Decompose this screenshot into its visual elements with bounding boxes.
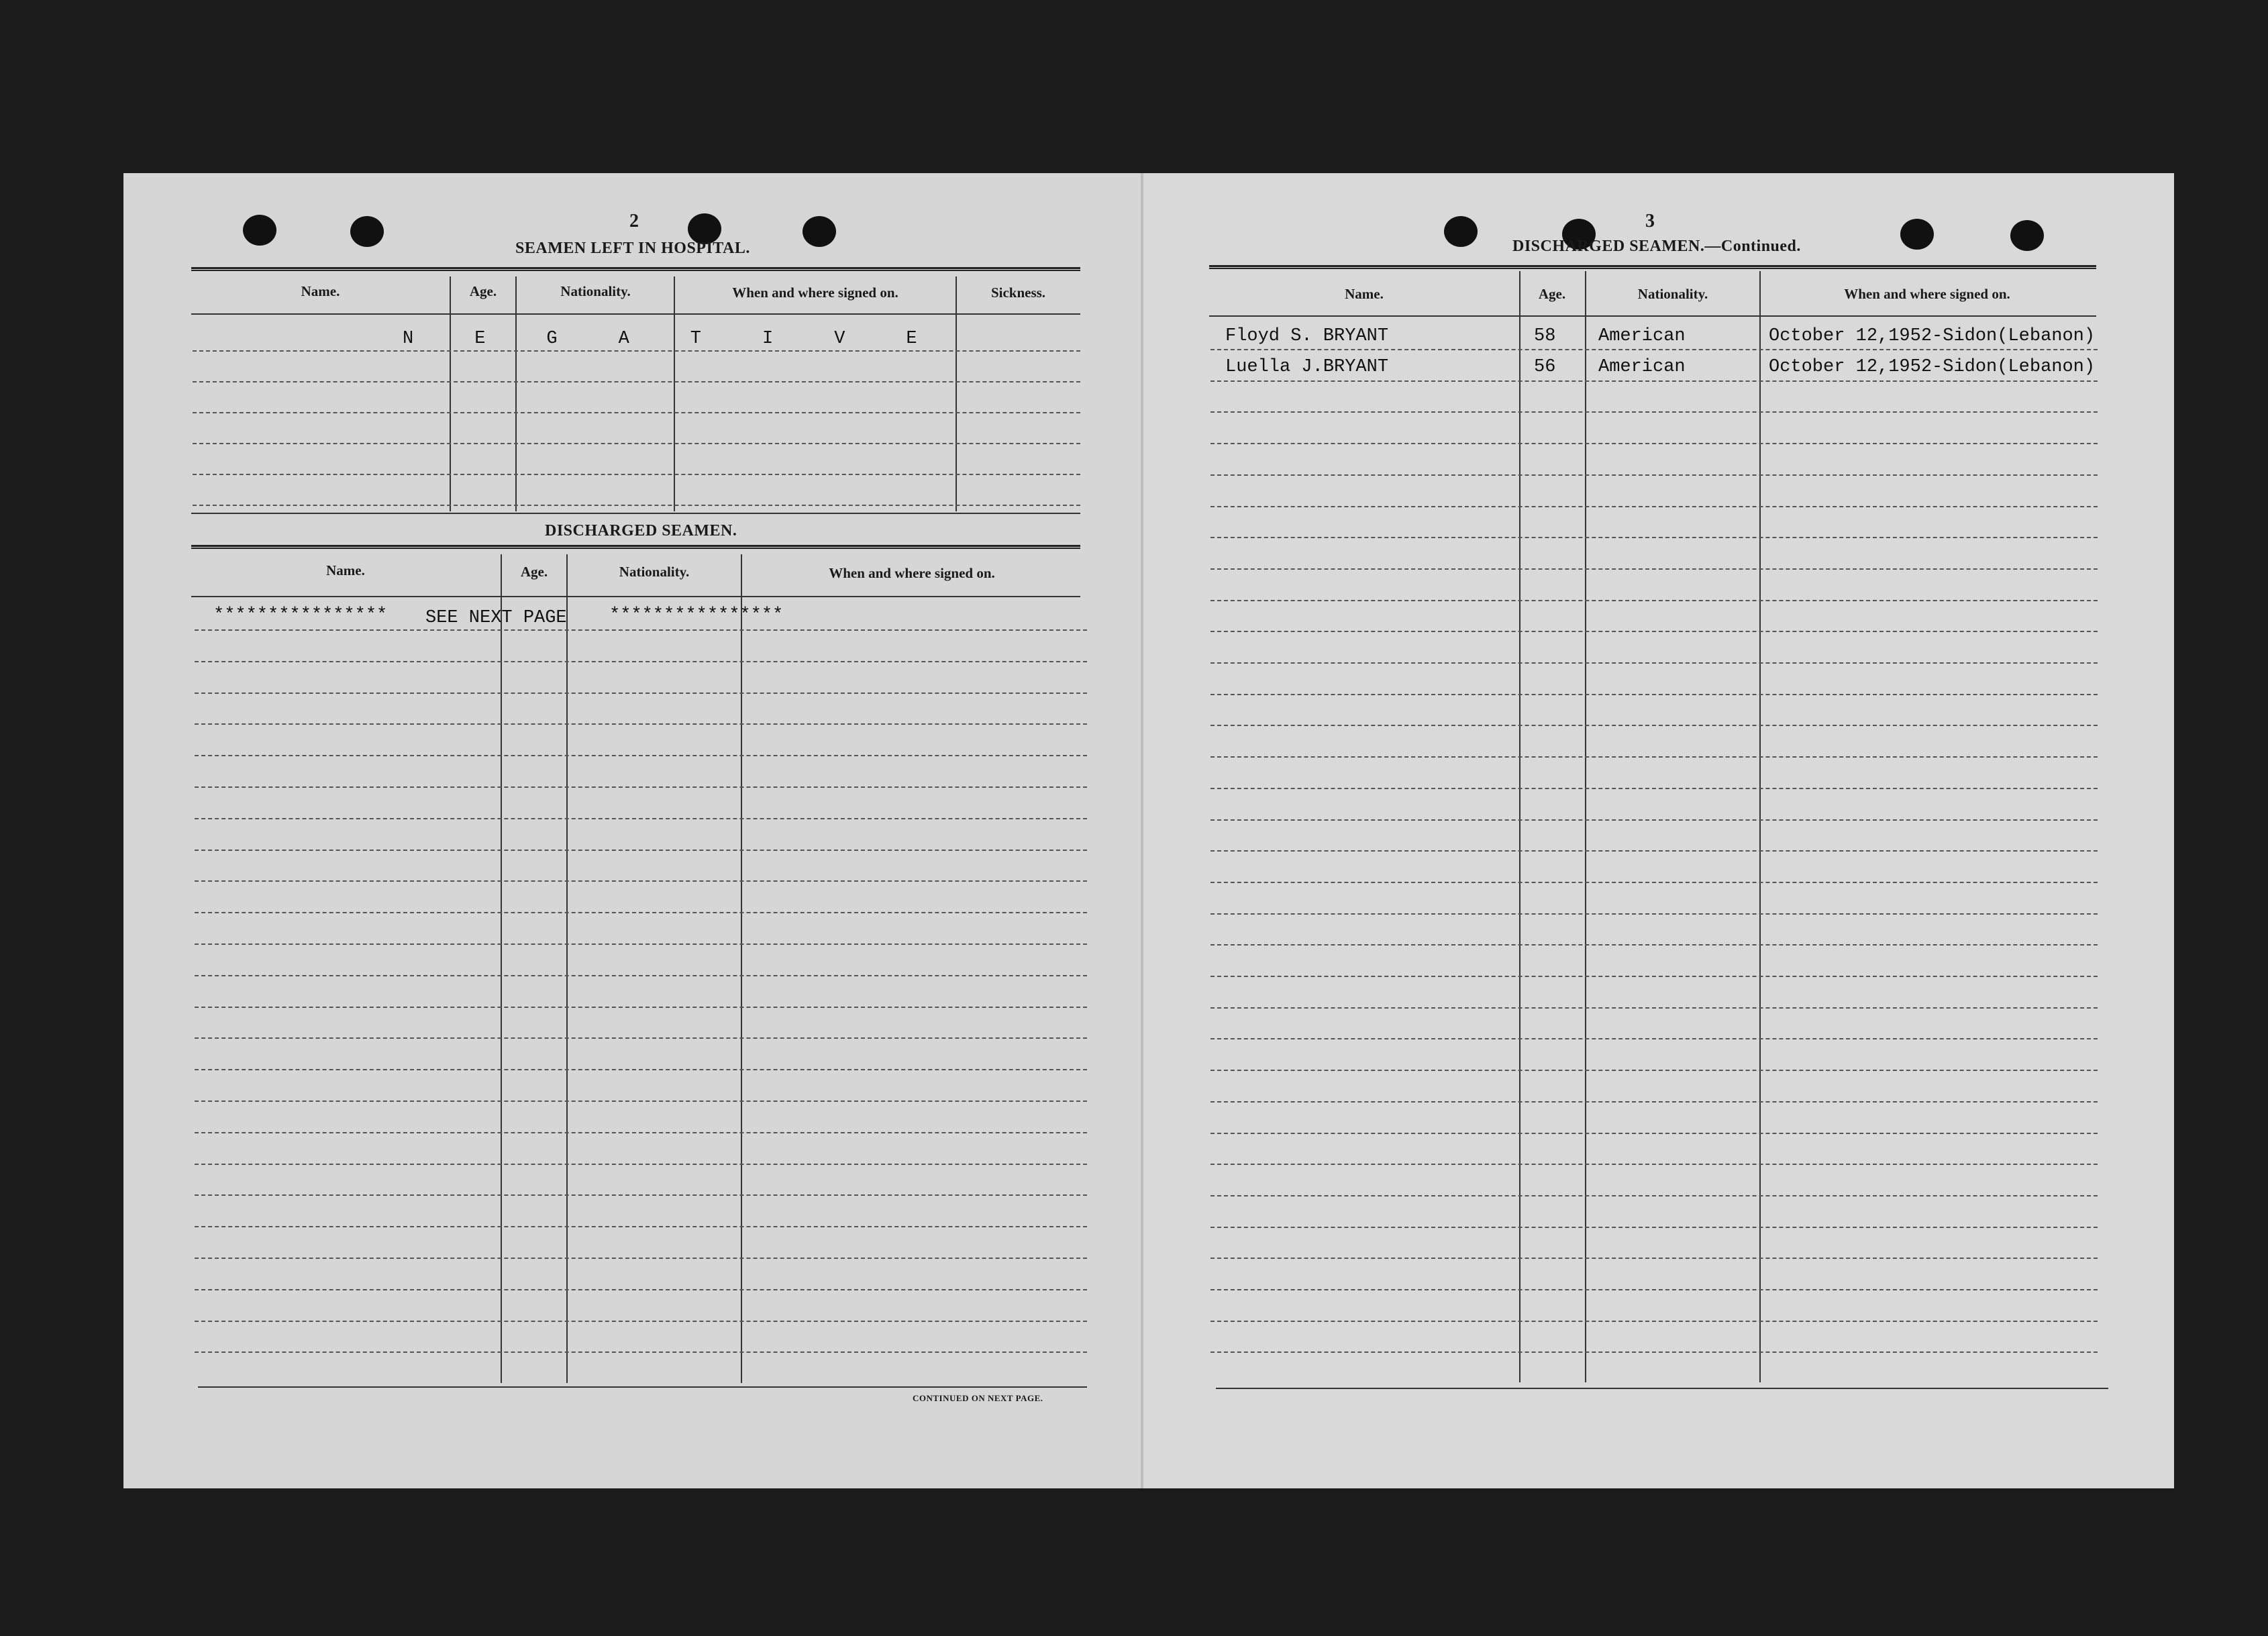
ruled-line [195, 1164, 1087, 1165]
ruled-line [195, 818, 1087, 819]
crew-nationality: American [1598, 357, 1686, 377]
column-header-signed-on: When and where signed on. [732, 285, 898, 301]
column-divider [515, 276, 517, 511]
discharged-section-title: DISCHARGED SEAMEN. [545, 522, 737, 540]
ruled-line [195, 786, 1087, 788]
punch-hole [243, 215, 276, 246]
ruled-line [1210, 380, 2098, 382]
ruled-line [195, 1194, 1087, 1196]
punch-hole [350, 216, 384, 247]
table-bottom-rule [1216, 1388, 2108, 1389]
ruled-line [195, 912, 1087, 913]
ruled-line [1210, 1195, 2098, 1196]
ruled-line [1210, 1070, 2098, 1071]
column-divider [1519, 271, 1520, 1382]
ruled-line [193, 412, 1080, 413]
page-number: 2 [629, 211, 639, 232]
ruled-line [195, 755, 1087, 756]
ruled-line [1210, 568, 2098, 570]
punch-hole [803, 216, 836, 247]
ruled-line [1210, 1038, 2098, 1039]
ruled-line [1210, 882, 2098, 883]
column-header-name: Name. [301, 283, 340, 299]
crew-name: Floyd S. BRYANT [1225, 326, 1389, 346]
negative-entry: NEGATIVE [403, 329, 978, 349]
ruled-line [193, 474, 1080, 475]
header-rule [1209, 315, 2096, 317]
column-header-signed-on: When and where signed on. [829, 565, 995, 581]
ruled-line [1210, 1289, 2098, 1290]
ruled-line [1210, 944, 2098, 945]
ruled-line [1210, 1258, 2098, 1259]
ruled-line [195, 693, 1087, 694]
stars-right: **************** [609, 605, 784, 625]
ruled-line [195, 1226, 1087, 1227]
ruled-line [195, 1037, 1087, 1039]
header-rule [191, 596, 1080, 597]
ruled-line [195, 880, 1087, 882]
ruled-line [1210, 694, 2098, 695]
hospital-section-title: SEAMEN LEFT IN HOSPITAL. [515, 240, 750, 257]
column-header-sickness: Sickness. [990, 285, 1046, 301]
column-header-name: Name. [1345, 286, 1384, 302]
discharged-continued-title: DISCHARGED SEAMEN.—Continued. [1512, 238, 1801, 255]
ruled-line [1210, 411, 2098, 413]
ruled-line [195, 661, 1087, 662]
column-divider [450, 276, 451, 511]
column-divider [956, 276, 957, 511]
left-page [123, 173, 1143, 1488]
ruled-line [1210, 600, 2098, 601]
ruled-line [1210, 662, 2098, 664]
section-rule [191, 267, 1080, 271]
ruled-line [1210, 1007, 2098, 1009]
table-bottom-rule [191, 513, 1080, 514]
ruled-line [1210, 1321, 2098, 1322]
ruled-line [1210, 850, 2098, 852]
column-header-age: Age. [520, 564, 548, 580]
column-header-signed-on: When and where signed on. [1844, 286, 2010, 302]
continued-footer: CONTINUED ON NEXT PAGE. [913, 1393, 1043, 1403]
ruled-line [1210, 976, 2098, 977]
ruled-line [1210, 819, 2098, 821]
ruled-line [1210, 1227, 2098, 1228]
ruled-line [195, 723, 1087, 725]
ruled-line [195, 975, 1087, 976]
ruled-line [1210, 725, 2098, 726]
ruled-line [193, 350, 1080, 352]
page-number: 3 [1645, 211, 1655, 232]
ruled-line [195, 1132, 1087, 1133]
ruled-line [1210, 506, 2098, 507]
column-header-nationality: Nationality. [560, 283, 631, 299]
column-divider [1585, 271, 1586, 1382]
ruled-line [1210, 537, 2098, 538]
ruled-line [195, 850, 1087, 851]
ruled-line [1210, 1164, 2098, 1165]
ruled-line [1210, 756, 2098, 758]
section-rule [1209, 265, 2096, 269]
crew-signed-on: October 12,1952-Sidon(Lebanon) [1769, 326, 2096, 346]
ruled-line [195, 629, 1087, 631]
crew-name: Luella J.BRYANT [1225, 357, 1389, 377]
crew-age: 56 [1534, 357, 1556, 377]
section-rule [191, 545, 1080, 549]
table-bottom-rule [198, 1386, 1087, 1388]
ruled-line [195, 1289, 1087, 1290]
ruled-line [195, 1351, 1087, 1353]
stars-left: **************** [213, 605, 388, 625]
page-fold [1141, 173, 1143, 1488]
column-header-nationality: Nationality. [619, 564, 690, 580]
punch-hole [1900, 219, 1934, 250]
ruled-line [1210, 443, 2098, 444]
ruled-line [1210, 474, 2098, 476]
ruled-line [1210, 631, 2098, 632]
ruled-line [195, 1258, 1087, 1259]
ruled-line [195, 1069, 1087, 1070]
see-next-page: SEE NEXT PAGE [425, 608, 567, 628]
column-header-age: Age. [1538, 286, 1566, 302]
column-header-name: Name. [326, 562, 365, 578]
crew-signed-on: October 12,1952-Sidon(Lebanon) [1769, 357, 2096, 377]
ruled-line [1210, 1351, 2098, 1353]
crew-nationality: American [1598, 326, 1686, 346]
ruled-line [195, 1321, 1087, 1322]
header-rule [191, 313, 1080, 315]
column-divider [674, 276, 675, 511]
ruled-line [1210, 913, 2098, 915]
ruled-line [1210, 1133, 2098, 1134]
ruled-line [193, 443, 1080, 444]
punch-hole [1444, 216, 1478, 247]
ruled-line [193, 505, 1080, 506]
punch-hole [2010, 220, 2044, 251]
ruled-line [195, 943, 1087, 945]
column-header-age: Age. [469, 283, 497, 299]
ruled-line [1210, 349, 2098, 350]
column-header-nationality: Nationality. [1637, 286, 1708, 302]
crew-age: 58 [1534, 326, 1556, 346]
ruled-line [193, 381, 1080, 382]
ruled-line [195, 1007, 1087, 1008]
ruled-line [1210, 1101, 2098, 1103]
ruled-line [195, 1101, 1087, 1102]
column-divider [1759, 271, 1761, 1382]
ruled-line [1210, 788, 2098, 789]
